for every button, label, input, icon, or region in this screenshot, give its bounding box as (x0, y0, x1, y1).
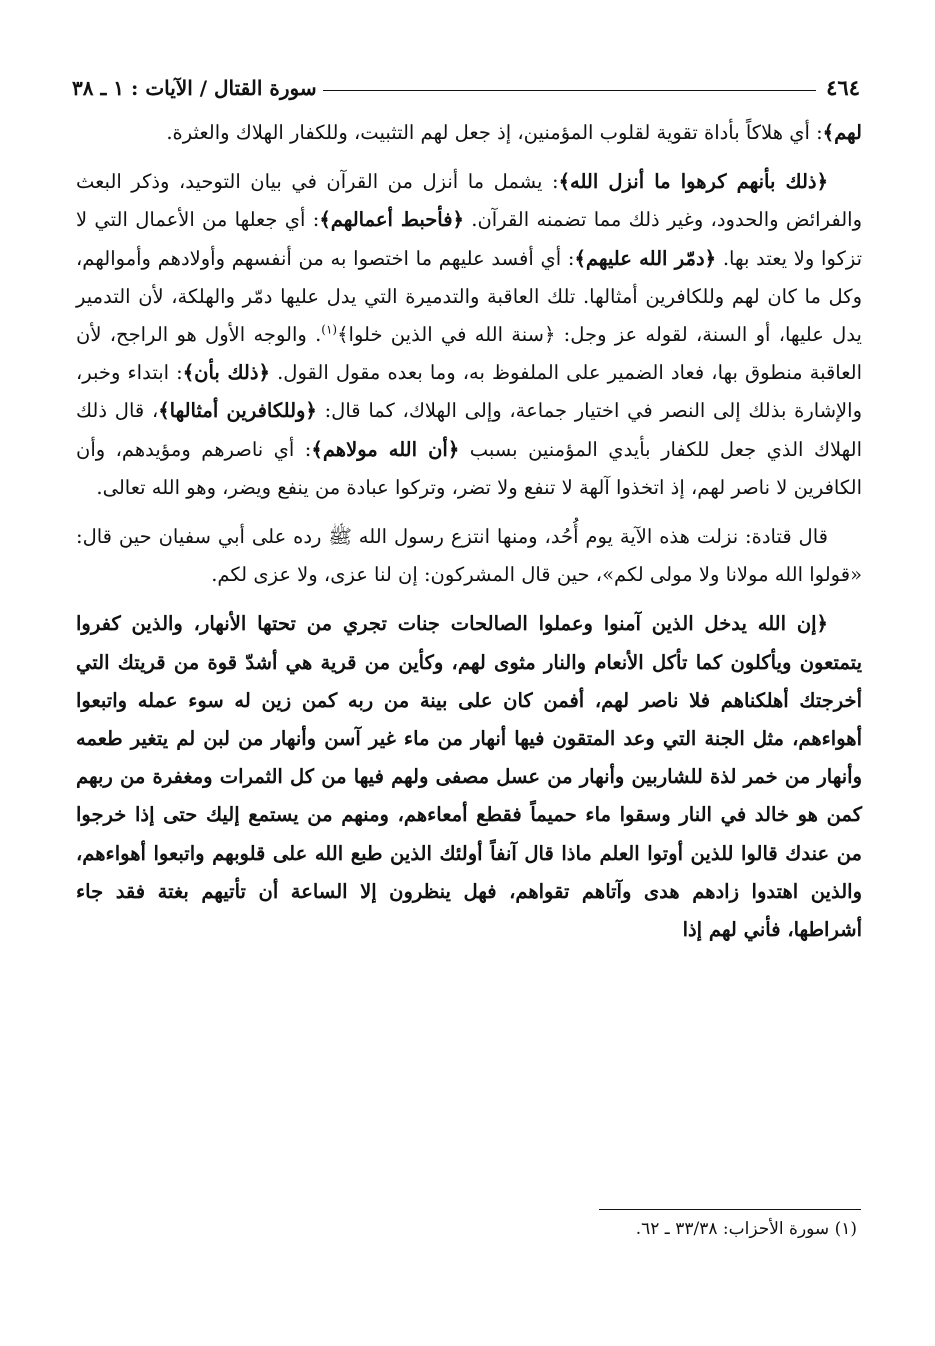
quran-quote: ﴿فأحبط أعمالهم﴾ (319, 208, 464, 232)
footnote-rule (599, 1209, 861, 1210)
header-rule (323, 90, 817, 91)
running-title: سورة القتال / الآيات : ١ ـ ٣٨ (72, 76, 317, 100)
commentary-text: : أي هلاكاً بأداة تقوية لقلوب المؤمنين، إذ جعل لهم التثبيت، وللكفار الهلاك والعثرة. (166, 121, 823, 144)
quran-quote: ﴿ذلك بأن﴾ (182, 361, 270, 385)
paragraph-1 (76, 114, 862, 152)
quran-quote: ﴿وللكافرين أمثالها﴾ (158, 399, 317, 423)
page-body (76, 114, 862, 960)
commentary-text: ، قال ذلك الهلاك الذي جعل للكفار بأيدي المؤمنين بسبب (76, 399, 862, 461)
paragraph-2 (76, 163, 862, 507)
footnote-marker: (١) (321, 322, 338, 337)
commentary-text: : أي جعلها من الأعمال التي لا تزكوا ولا يعتد بها. (76, 208, 863, 270)
quran-quote: ﴿أن الله مولاهم﴾ (311, 437, 460, 461)
page-header (72, 66, 860, 100)
commentary-text: . والوجه الأول هو الراجح، لأن العاقبة منطوق بها، فعاد الضمير على الملفوظ به، وما بعده مقول القول. (76, 323, 862, 385)
page-number: ٤٦٤ (826, 75, 860, 100)
quran-quote: ﴿سنة الله في الذين خلوا﴾ (337, 323, 556, 347)
commentary-text: : يشمل ما أنزل من القرآن في بيان التوحيد، وذكر البعث والفرائض والحدود، وغير ذلك مما تضمنه القرآن. (76, 170, 862, 232)
paragraph-3: قال قتادة: نزلت هذه الآية يوم أُحُد، ومنها انتزع رسول الله ﷺ رده على أبي سفيان حين قال: «قولوا الله مولانا ولا مولى لكم»، حين قال المشركون: إن لنا عزى، ولا عزى لكم. (76, 525, 862, 587)
commentary-text: : أي ناصرهم ومؤيدهم، وأن الكافرين لا ناصر لهم، إذ اتخذوا آلهة لا تنفع ولا تضر، وتركوا عبادة من ينفع ويضر، وهو الله تعالى. (76, 437, 862, 499)
quran-quote: ﴿ذلك بأنهم كرهوا ما أنزل الله﴾ (558, 170, 828, 194)
quran-quote: ﴿دمّر الله عليهم﴾ (574, 246, 717, 270)
quote-fragment: لهم﴾ (822, 121, 862, 144)
commentary-text: : أي أفسد عليهم ما اختصوا به من أنفسهم وأولادهم وأموالهم، وكل ما كان لهم وللكافرين أمثالها. تلك العاقبة والتدميرة التي يدل عليها دمّر والهلكة، لأن التدمير يدل عليها، أو السنة، لقوله عز وجل: (76, 246, 862, 347)
commentary-text: : ابتداء وخبر، والإشارة بذلك إلى النصر في اختيار جماعة، وإلى الهلاك، كما قال: (76, 361, 863, 423)
quran-passage: ﴿إن الله يدخل الذين آمنوا وعملوا الصالحات جنات تجري من تحتها الأنهار، والذين كفروا يتمتعون ويأكلون كما تأكل الأنعام والنار مثوى لهم، وكأين من قرية هي أشدّ قوة من قريتك التي أخرجتك أهلكناهم فلا ناصر لهم، أفمن كان على بينة من ربه كمن زين له سوء عمله واتبعوا أهواءهم، مثل الجنة التي وعد المتقون فيها أنهار من ماء غير آسن وأنهار من لبن لم يتغير طعمه وأنهار من خمر لذة للشاربين وأنهار من عسل مصفى ولهم فيها من كل الثمرات ومغفرة من ربهم كمن هو خالد في النار وسقوا ماء حميماً فقطع أمعاءهم، ومنهم من يستمع إليك حتى إذا خرجوا من عندك قالوا للذين أوتوا العلم ماذا قال آنفاً أولئك الذين طبع الله على قلوبهم واتبعوا أهواءهم، والذين اهتدوا زادهم هدى وآتاهم تقواهم، فهل ينظرون إلا الساعة أن تأتيهم بغتة فقد جاء أشراطها، فأني لهم إذا (76, 612, 862, 942)
footnote: (١) سورة الأحزاب: ٣٣/٣٨ ـ ٦٢. (635, 1219, 857, 1239)
